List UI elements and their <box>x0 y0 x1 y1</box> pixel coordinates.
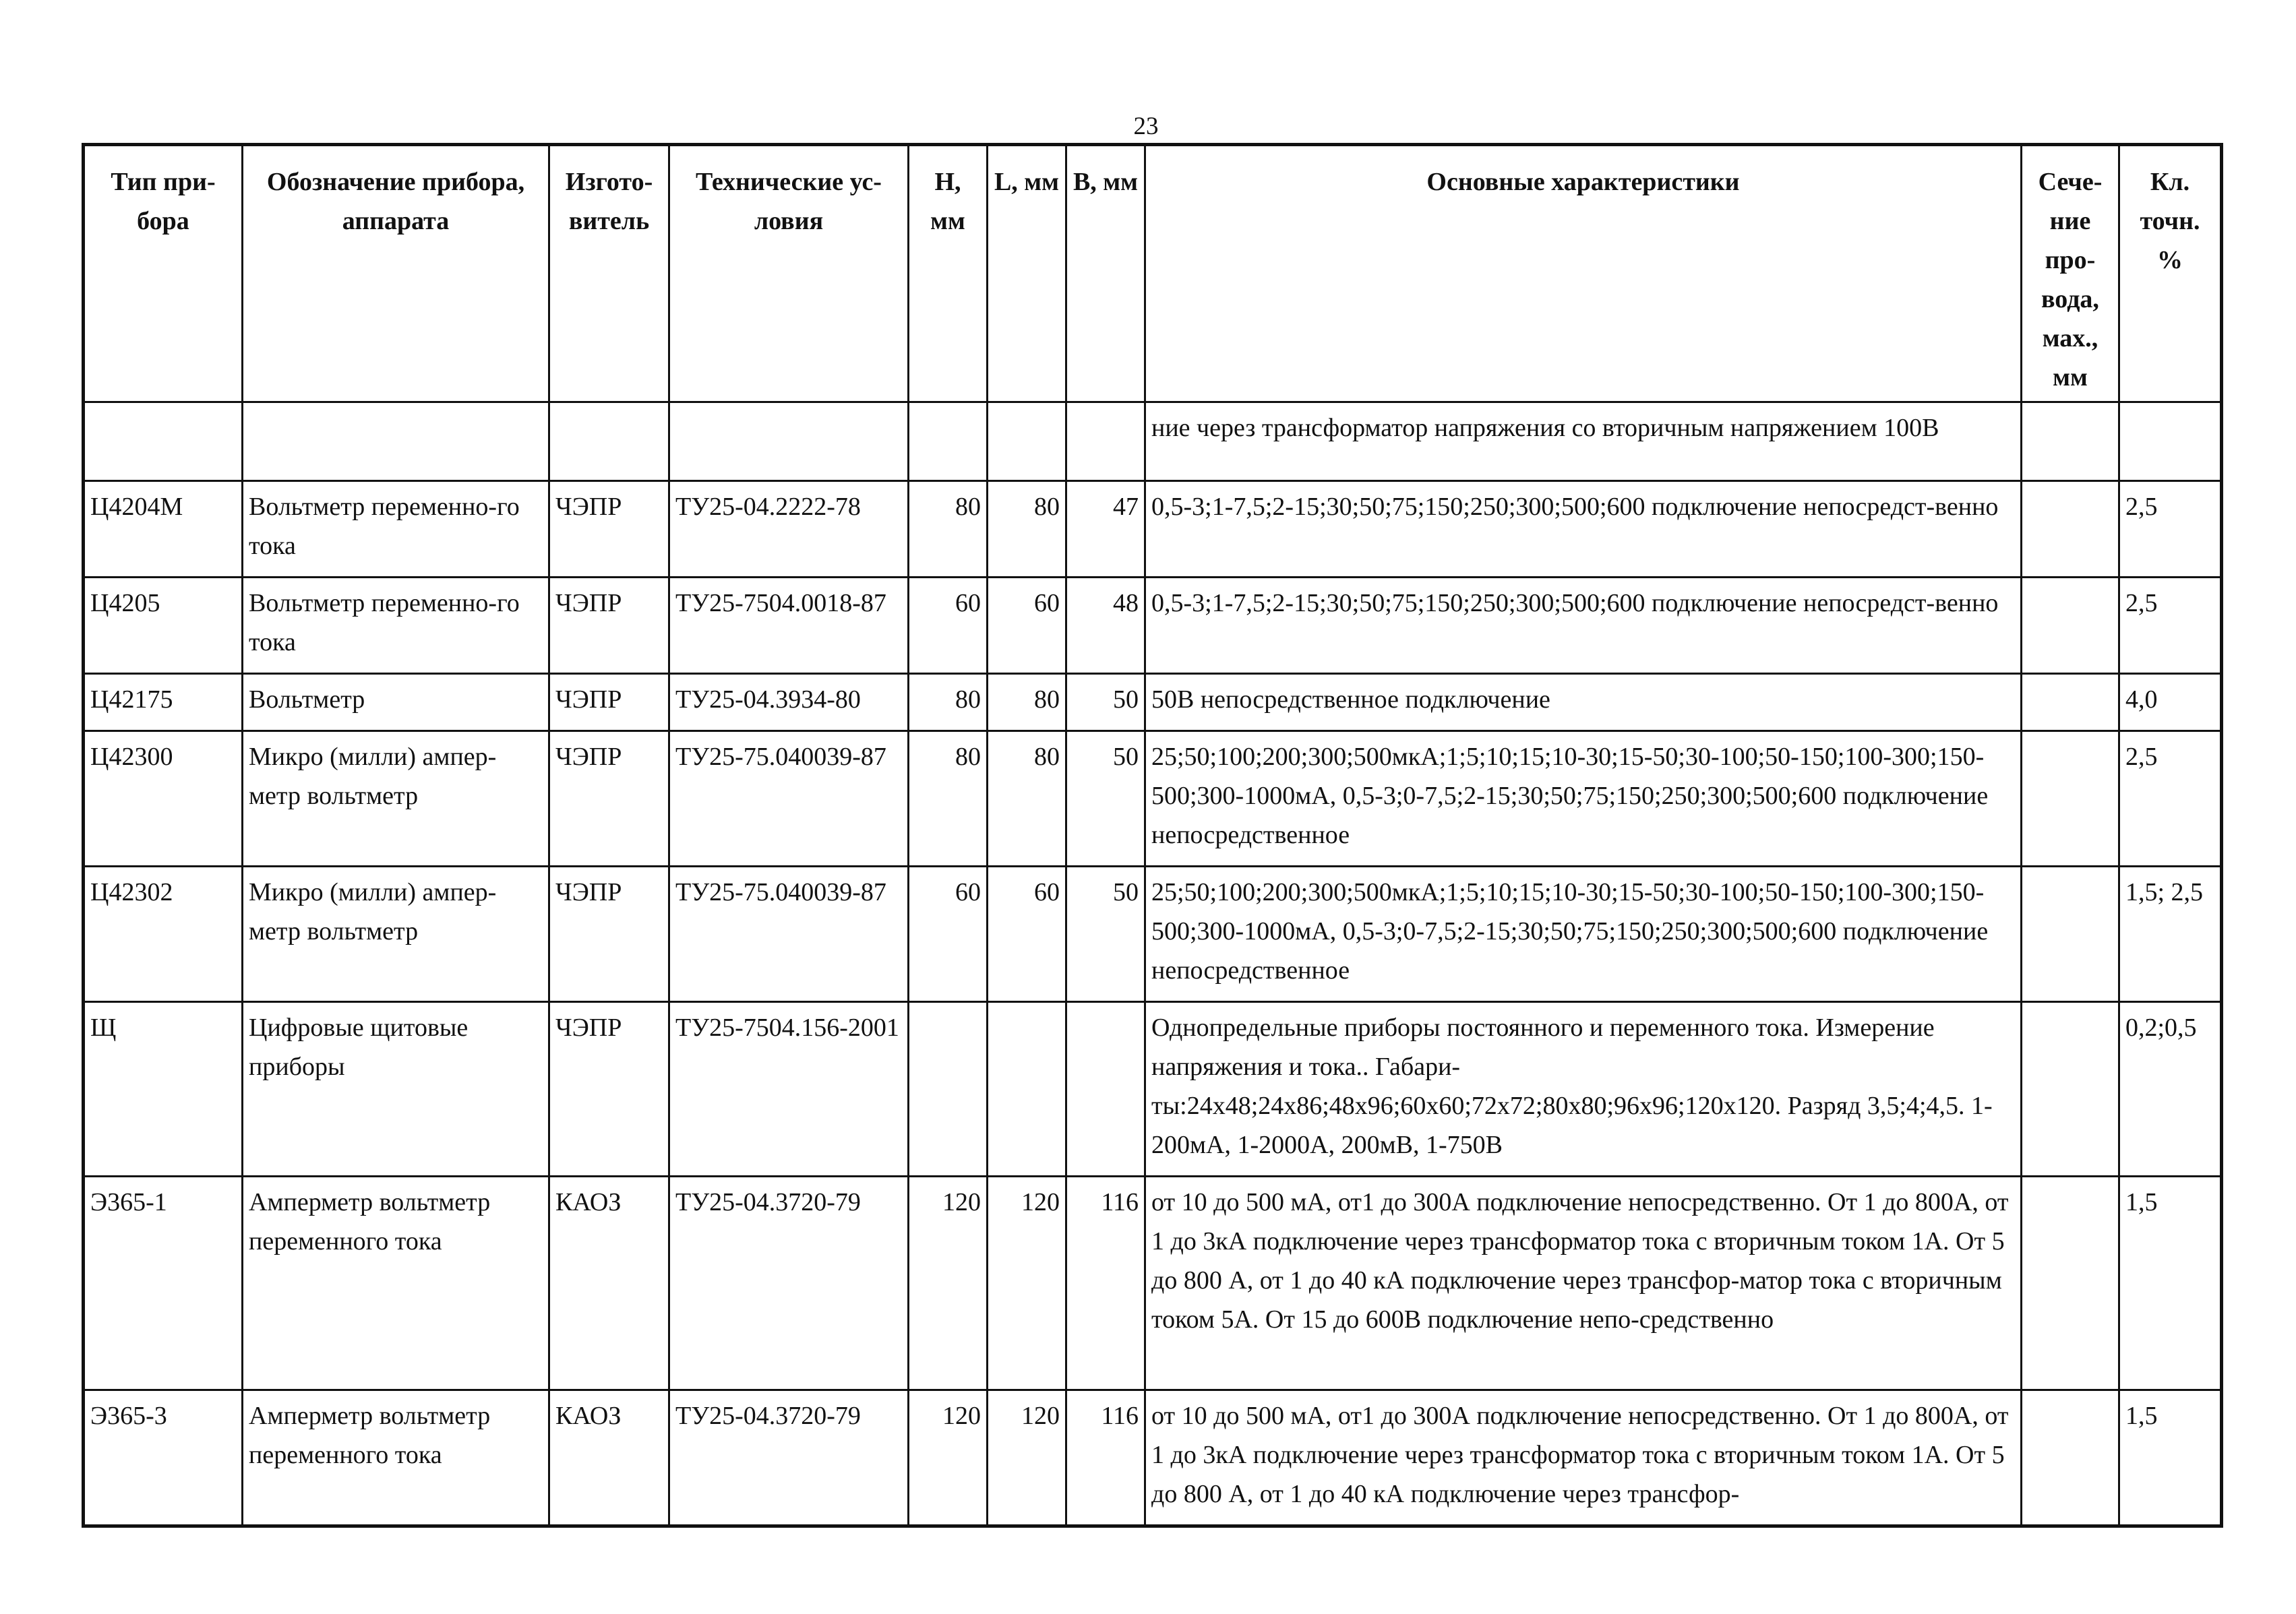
cell-wire-section <box>2022 481 2119 578</box>
cell-h: 120 <box>909 1390 988 1526</box>
cell-accuracy: 0,2;0,5 <box>2119 1002 2222 1177</box>
cell-accuracy: 1,5 <box>2119 1390 2222 1526</box>
cell-accuracy: 2,5 <box>2119 578 2222 674</box>
cell-maker: ЧЭПР <box>549 1002 669 1177</box>
cell-accuracy: 1,5 <box>2119 1177 2222 1390</box>
cell-l <box>988 402 1066 481</box>
cell-accuracy: 4,0 <box>2119 674 2222 731</box>
table-header-row <box>84 145 2222 402</box>
cell-tech-conditions: ТУ25-04.3720-79 <box>669 1177 909 1390</box>
table-row <box>84 402 2222 481</box>
cell-characteristics: 25;50;100;200;300;500мкА;1;5;10;15;10-30;15-50;30-100;50-150;100-300;150-500;300-1000мА, 0,5-3;0-7,5;2-15;30;50;75;150;250;300;500;600 подключение непосредственное <box>1145 731 2022 867</box>
cell-type: Щ <box>84 1002 243 1177</box>
header-designation: Обозначение прибора, аппарата <box>243 145 549 402</box>
cell-type: Э365-1 <box>84 1177 243 1390</box>
cell-b <box>1066 1002 1145 1177</box>
instruments-table <box>82 143 2223 1528</box>
cell-wire-section <box>2022 731 2119 867</box>
cell-l: 60 <box>988 867 1066 1002</box>
cell-b: 116 <box>1066 1177 1145 1390</box>
cell-b: 50 <box>1066 674 1145 731</box>
cell-tech-conditions: ТУ25-75.040039-87 <box>669 731 909 867</box>
cell-h: 120 <box>909 1177 988 1390</box>
table-row <box>84 481 2222 578</box>
cell-b: 48 <box>1066 578 1145 674</box>
cell-type: Ц42175 <box>84 674 243 731</box>
header-h: H, мм <box>909 145 988 402</box>
cell-maker: ЧЭПР <box>549 578 669 674</box>
cell-characteristics: 25;50;100;200;300;500мкА;1;5;10;15;10-30;15-50;30-100;50-150;100-300;150-500;300-1000мА, 0,5-3;0-7,5;2-15;30;50;75;150;250;300;500;600 подключение непосредственное <box>1145 867 2022 1002</box>
cell-l <box>988 1002 1066 1177</box>
cell-type: Ц4205 <box>84 578 243 674</box>
table-row <box>84 1002 2222 1177</box>
cell-designation: Амперметр вольтметр переменного тока <box>243 1390 549 1526</box>
cell-maker: ЧЭПР <box>549 481 669 578</box>
cell-designation: Вольтметр переменно-го тока <box>243 578 549 674</box>
header-maker: Изгото-витель <box>549 145 669 402</box>
cell-wire-section <box>2022 674 2119 731</box>
cell-type <box>84 402 243 481</box>
cell-characteristics: 0,5-3;1-7,5;2-15;30;50;75;150;250;300;500;600 подключение непосредст-венно <box>1145 578 2022 674</box>
cell-maker <box>549 402 669 481</box>
cell-h <box>909 1002 988 1177</box>
cell-h: 80 <box>909 731 988 867</box>
cell-tech-conditions <box>669 402 909 481</box>
cell-wire-section <box>2022 402 2119 481</box>
header-type: Тип при-бора <box>84 145 243 402</box>
header-l: L, мм <box>988 145 1066 402</box>
cell-designation: Цифровые щитовые приборы <box>243 1002 549 1177</box>
cell-tech-conditions: ТУ25-7504.0018-87 <box>669 578 909 674</box>
cell-designation: Микро (милли) ампер-метр вольтметр <box>243 731 549 867</box>
header-wire-section: Сече-ние про-вода, мах., мм <box>2022 145 2119 402</box>
table-row <box>84 1390 2222 1526</box>
cell-wire-section <box>2022 1177 2119 1390</box>
cell-wire-section <box>2022 1390 2119 1526</box>
cell-wire-section <box>2022 1002 2119 1177</box>
table-row <box>84 867 2222 1002</box>
cell-maker: КАОЗ <box>549 1390 669 1526</box>
cell-type: Э365-3 <box>84 1390 243 1526</box>
cell-type: Ц42302 <box>84 867 243 1002</box>
cell-h: 80 <box>909 674 988 731</box>
cell-h <box>909 402 988 481</box>
cell-accuracy: 1,5; 2,5 <box>2119 867 2222 1002</box>
cell-tech-conditions: ТУ25-04.3934-80 <box>669 674 909 731</box>
cell-tech-conditions: ТУ25-04.3720-79 <box>669 1390 909 1526</box>
cell-b: 50 <box>1066 731 1145 867</box>
cell-type: Ц42300 <box>84 731 243 867</box>
header-characteristics: Основные характеристики <box>1145 145 2022 402</box>
cell-maker: ЧЭПР <box>549 674 669 731</box>
cell-characteristics: от 10 до 500 мА, от1 до 300А подключение непосредственно. От 1 до 800А, от 1 до 3кА подключение через трансформатор тока с вторичным током 1А. От 5 до 800 А, от 1 до 40 кА подключение через трансфор-матор тока с вторичным током 5А. От 15 до 600В подключение непо-средственно <box>1145 1177 2022 1390</box>
cell-b: 47 <box>1066 481 1145 578</box>
cell-characteristics: 50В непосредственное подключение <box>1145 674 2022 731</box>
cell-maker: ЧЭПР <box>549 731 669 867</box>
cell-characteristics: 0,5-3;1-7,5;2-15;30;50;75;150;250;300;500;600 подключение непосредст-венно <box>1145 481 2022 578</box>
cell-b: 116 <box>1066 1390 1145 1526</box>
cell-wire-section <box>2022 867 2119 1002</box>
cell-l: 120 <box>988 1390 1066 1526</box>
cell-b <box>1066 402 1145 481</box>
cell-accuracy <box>2119 402 2222 481</box>
cell-accuracy: 2,5 <box>2119 731 2222 867</box>
cell-characteristics: от 10 до 500 мА, от1 до 300А подключение непосредственно. От 1 до 800А, от 1 до 3кА подключение через трансформатор тока с вторичным током 1А. От 5 до 800 А, от 1 до 40 кА подключение через трансфор- <box>1145 1390 2022 1526</box>
header-accuracy: Кл. точн. % <box>2119 145 2222 402</box>
table-row <box>84 731 2222 867</box>
cell-b: 50 <box>1066 867 1145 1002</box>
header-b: B, мм <box>1066 145 1145 402</box>
cell-wire-section <box>2022 578 2119 674</box>
cell-l: 60 <box>988 578 1066 674</box>
cell-designation: Амперметр вольтметр переменного тока <box>243 1177 549 1390</box>
cell-l: 80 <box>988 481 1066 578</box>
table-row <box>84 1177 2222 1390</box>
cell-l: 80 <box>988 674 1066 731</box>
cell-type: Ц4204М <box>84 481 243 578</box>
cell-l: 80 <box>988 731 1066 867</box>
cell-characteristics: ние через трансформатор напряжения со вторичным напряжением 100В <box>1145 402 2022 481</box>
cell-designation: Микро (милли) ампер-метр вольтметр <box>243 867 549 1002</box>
cell-accuracy: 2,5 <box>2119 481 2222 578</box>
cell-designation: Вольтметр <box>243 674 549 731</box>
cell-designation <box>243 402 549 481</box>
cell-characteristics: Однопредельные приборы постоянного и переменного тока. Измерение напряжения и тока.. Габари-ты:24х48;24х86;48х96;60х60;72х72;80х80;96х96;120х120. Разряд 3,5;4;4,5. 1-200мА, 1-2000А, 200мВ, 1-750В <box>1145 1002 2022 1177</box>
cell-tech-conditions: ТУ25-04.2222-78 <box>669 481 909 578</box>
cell-tech-conditions: ТУ25-75.040039-87 <box>669 867 909 1002</box>
table-row <box>84 578 2222 674</box>
cell-designation: Вольтметр переменно-го тока <box>243 481 549 578</box>
page-number: 23 <box>1133 113 1159 140</box>
cell-h: 60 <box>909 867 988 1002</box>
header-tech-conditions: Технические ус-ловия <box>669 145 909 402</box>
cell-h: 80 <box>909 481 988 578</box>
cell-tech-conditions: ТУ25-7504.156-2001 <box>669 1002 909 1177</box>
cell-h: 60 <box>909 578 988 674</box>
cell-maker: КАОЗ <box>549 1177 669 1390</box>
table-row <box>84 674 2222 731</box>
cell-l: 120 <box>988 1177 1066 1390</box>
cell-maker: ЧЭПР <box>549 867 669 1002</box>
